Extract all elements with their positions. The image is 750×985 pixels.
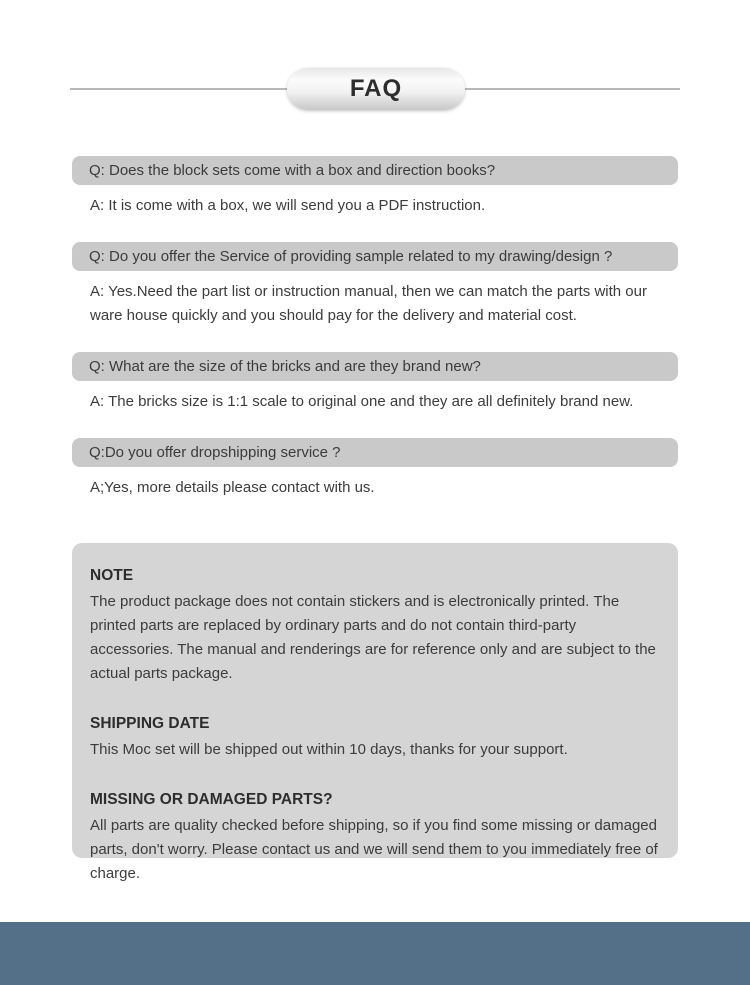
faq-answer-text: A: It is come with a box, we will send you a PDF instruction.	[90, 197, 486, 214]
faq-question-bar	[72, 438, 678, 467]
page-title: FAQ	[349, 75, 403, 102]
info-section-heading: SHIPPING DATE	[90, 715, 210, 732]
faq-title-pill	[287, 68, 465, 110]
info-section-body: This Moc set will be shipped out within 10 days, thanks for your support.	[90, 741, 568, 758]
faq-question-text: Q: Do you offer the Service of providing sample related to my drawing/design ?	[89, 248, 613, 265]
info-section-body: All parts are quality checked before shipping, so if you find some missing or damaged parts, don't worry. Please contact us and we will send them to you immediately free of charge.	[90, 817, 658, 882]
faq-question-text: Q: What are the size of the bricks and are they brand new?	[89, 358, 481, 375]
info-section-heading: MISSING OR DAMAGED PARTS?	[90, 791, 333, 808]
faq-question-text: Q:Do you offer dropshipping service ?	[89, 444, 341, 461]
footer-bar	[0, 922, 750, 985]
info-section-heading: NOTE	[90, 567, 134, 584]
faq-question-bar	[72, 156, 678, 185]
faq-question-bar	[72, 352, 678, 381]
info-box	[72, 543, 678, 882]
info-section-body: The product package does not contain stickers and is electronically printed. The printed parts are replaced by ordinary parts and do not contain third-party accessories. The manual and renderings are for reference only and are subject to the actual parts package.	[90, 593, 656, 682]
info-section-note	[90, 566, 660, 686]
faq-answer-text: A;Yes, more details please contact with us.	[90, 479, 375, 496]
faq-question-text: Q: Does the block sets come with a box and direction books?	[89, 162, 496, 179]
info-section-missing-parts	[90, 790, 660, 886]
info-section-shipping-date	[90, 714, 660, 762]
faq-answer-text: A: The bricks size is 1:1 scale to original one and they are all definitely brand new.	[90, 393, 634, 410]
faq-answer-text: A: Yes.Need the part list or instruction manual, then we can match the parts with our ware house quickly and you should pay for the delivery and material cost.	[90, 283, 647, 324]
faq-question-bar	[72, 242, 678, 271]
